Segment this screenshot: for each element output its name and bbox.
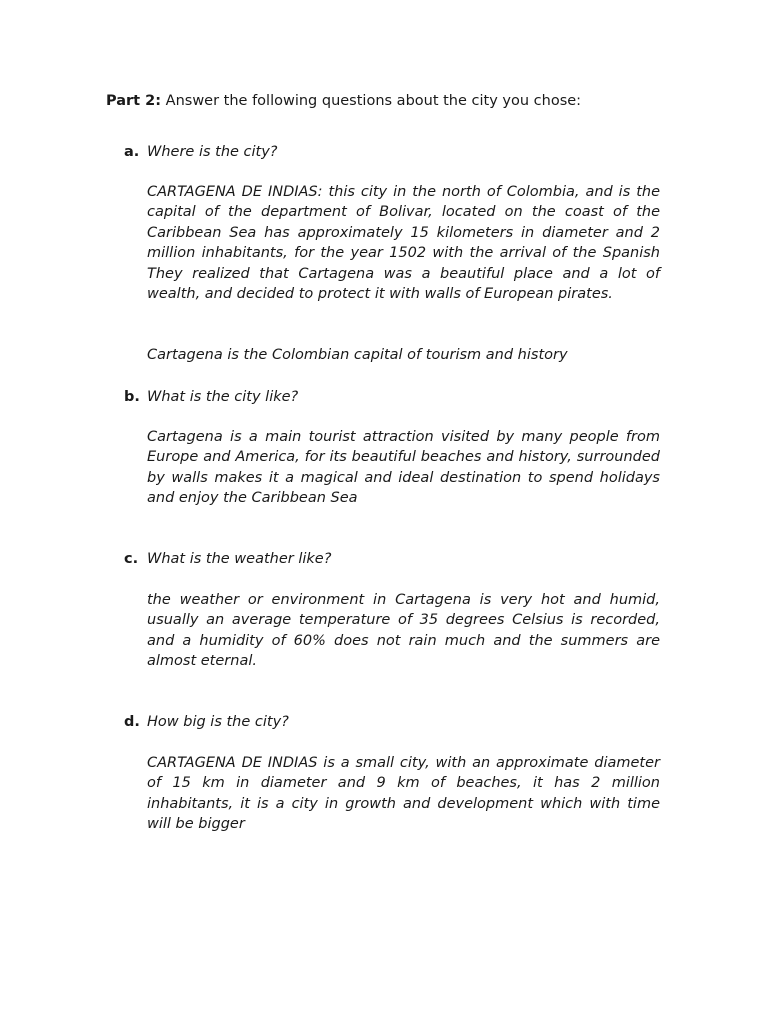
- question-c: What is the weather like?: [147, 551, 332, 567]
- answer-a-note: Cartagena is the Colombian capital of tourism and history: [147, 347, 568, 363]
- question-letter-a: a.: [124, 144, 140, 160]
- question-letter-c: c.: [124, 551, 139, 567]
- answer-c: the weather or environment in Cartagena is very hot and humid, usually an average temperature of 35 degrees Celsius is recorded, and a humidity of 60% does not rain much and the summers are almost eternal.: [147, 592, 660, 670]
- answer-a: CARTAGENA DE INDIAS: this city in the north of Colombia, and is the capital of the department of Bolivar, located on the coast of the Caribbean Sea has approximately 15 kilometers in diameter and 2 million inhabitants, for the year 1502 with the arrival of the Spanish They realized that Cartagena was a beautiful place and a lot of wealth, and decided to protect it with walls of European pirates.: [147, 184, 660, 303]
- question-letter-b: b.: [124, 389, 140, 405]
- question-a: Where is the city?: [147, 144, 278, 160]
- part-heading: [106, 91, 666, 111]
- part-label: Part 2:: [106, 93, 162, 109]
- answer-b: Cartagena is a main tourist attraction visited by many people from Europe and America, for its beautiful beaches and history, surrounded by walls makes it a magical and ideal destination to spend holidays and enjoy the Caribbean Sea: [147, 429, 660, 507]
- question-b: What is the city like?: [147, 389, 299, 405]
- question-d: How big is the city?: [147, 714, 289, 730]
- question-letter-d: d.: [124, 714, 140, 730]
- part-instruction: Answer the following questions about the city you chose:: [161, 93, 582, 109]
- answer-d: CARTAGENA DE INDIAS is a small city, with an approximate diameter of 15 km in diameter and 9 km of beaches, it has 2 million inhabitants, it is a city in growth and development which with time will be bigger: [147, 755, 660, 833]
